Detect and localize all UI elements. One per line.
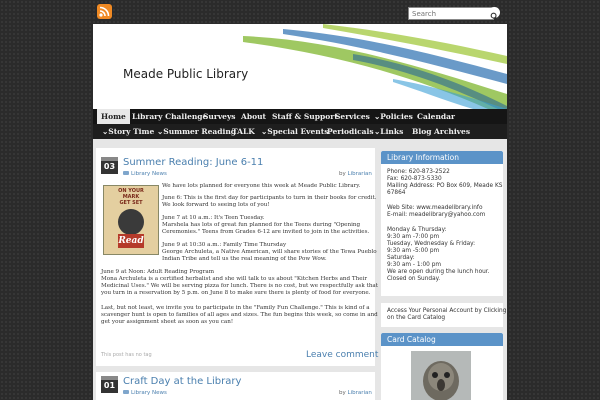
search-icon xyxy=(489,11,500,22)
post-category[interactable] xyxy=(123,390,167,396)
post-date-day: 01 xyxy=(103,381,116,390)
nav-calendar[interactable]: Calendar xyxy=(417,112,455,121)
post-text-line: get your assignment sheet as soon as you can! xyxy=(101,319,234,325)
site-header xyxy=(93,24,507,109)
account-line[interactable]: Access Your Personal Account by Clicking xyxy=(387,308,507,314)
post-date-badge xyxy=(101,376,118,393)
nav-services[interactable]: Services xyxy=(335,112,370,121)
nav-talk[interactable]: TALK xyxy=(232,127,255,136)
post-text-line: Marshela has lots of great fun planned for the Teens during "Opening xyxy=(162,222,361,228)
post-date-day: 03 xyxy=(103,162,116,171)
rss-icon[interactable] xyxy=(97,4,112,19)
info-line: 9:30 am -7:00 pm xyxy=(387,234,440,240)
info-line: Tuesday, Wednesday & Friday: xyxy=(387,241,476,247)
primary-nav xyxy=(93,109,507,124)
info-line[interactable]: Web Site: www.meadelibrary.info xyxy=(387,205,483,211)
top-bar xyxy=(0,0,600,24)
post-text-line: June 9 at Noon: Adult Reading Program xyxy=(101,269,215,275)
chevron-down-icon: ⌄ xyxy=(374,127,381,136)
nav-links-label: Links xyxy=(380,127,404,136)
post-text-line: George Archuleta, a Native American, will share stories of the Tewa Pueblo xyxy=(162,249,377,255)
chevron-down-icon: ⌄ xyxy=(157,127,164,136)
summer-reading-poster-image xyxy=(103,185,159,255)
nav-periodicals[interactable]: Periodicals xyxy=(327,127,374,136)
byline-prefix: by xyxy=(339,390,346,396)
post-date-badge xyxy=(101,157,118,174)
nav-summer-reading-label: Summer Reading xyxy=(163,127,237,136)
post-author[interactable]: Librarian xyxy=(347,171,372,177)
poster-line-3: GET SET xyxy=(119,200,143,206)
post-byline xyxy=(339,171,372,177)
info-line: Saturday: xyxy=(387,255,415,261)
nav-special-events[interactable] xyxy=(261,127,328,136)
leave-comment-link[interactable]: Leave comment xyxy=(306,350,379,360)
post-text-line: June 6: This is the first day for participants to turn in their books for credit. xyxy=(162,195,377,201)
post-text-line: Last, but not least, we invite you to participate in the "Family Fun Challenge." This is kind of a xyxy=(101,305,370,311)
account-line[interactable]: on the Card Catalog xyxy=(387,315,446,321)
post-text-line: Indian Tribe and tell us the real meaning of the Pow Wow. xyxy=(162,256,327,262)
chevron-down-icon: ⌄ xyxy=(261,127,268,136)
nav-home[interactable]: Home xyxy=(97,109,130,124)
search-input[interactable] xyxy=(408,7,494,20)
post-title[interactable]: Craft Day at the Library xyxy=(123,376,242,387)
card-catalog-emu-image[interactable] xyxy=(411,351,471,400)
info-line: Mailing Address: PO Box 609, Meade KS xyxy=(387,183,503,189)
info-line: Monday & Thursday: xyxy=(387,227,447,233)
post-text-line: Medicinal Uses." We will be serving pizza for lunch. There is no cost, but we respectfully ask that xyxy=(101,283,379,289)
nav-policies-label: Policies xyxy=(380,112,413,121)
post-tags: This post has no tag xyxy=(101,352,152,358)
library-info-widget xyxy=(381,151,503,296)
site-title[interactable]: Meade Public Library xyxy=(123,67,249,81)
nav-about[interactable]: About xyxy=(241,112,266,121)
poster-line-1: ON YOUR xyxy=(118,188,144,194)
info-line: Fax: 620-873-5330 xyxy=(387,176,442,182)
info-line: Phone: 620-873-2522 xyxy=(387,169,450,175)
post-text-line: Mona Archuleta is a certified herbalist and she will talk to us about "Kitchen Herbs and Their xyxy=(101,276,368,282)
poster-line-2: MARK xyxy=(122,194,140,200)
chevron-down-icon: ⌄ xyxy=(374,112,381,121)
nav-summer-reading[interactable] xyxy=(157,127,236,136)
post-text-line: you turn in a reservation by 5 p.m. on June 8 to make sure there is plenty of food for everyone. xyxy=(101,290,371,296)
info-line[interactable]: E-mail: meadelibrary@yahoo.com xyxy=(387,212,486,218)
info-line: Closed on Sunday. xyxy=(387,276,441,282)
nav-blog-archives[interactable]: Blog Archives xyxy=(412,127,471,136)
post-text-line: June 7 at 10 a.m.: It's Teen Tuesday. xyxy=(162,215,265,221)
post-text-line: June 9 at 10:30 a.m.: Family Time Thursday xyxy=(162,242,287,248)
account-widget xyxy=(381,303,507,327)
post-author[interactable]: Librarian xyxy=(347,390,372,396)
search-button[interactable] xyxy=(489,7,500,18)
poster-line-4: Read xyxy=(118,236,144,246)
info-line: 9:30 am -5:00 pm xyxy=(387,248,440,254)
chevron-down-icon: ⌄ xyxy=(102,127,109,136)
nav-special-events-label: Special Events xyxy=(267,127,329,136)
post-text-line: We have lots planned for everyone this week at Meade Public Library. xyxy=(162,183,361,189)
comment-icon xyxy=(123,171,129,175)
post-category-label: Library News xyxy=(131,390,167,396)
post-text-line: We look forward to seeing lots of you! xyxy=(162,202,270,208)
post-text-line: Ceremonies." Teens from Grades 6-12 are invited to join in the activities. xyxy=(162,229,370,235)
post-byline xyxy=(339,390,372,396)
nav-staff-support[interactable]: Staff & Support xyxy=(272,112,338,121)
info-line: 67864 xyxy=(387,190,406,196)
nav-story-time[interactable] xyxy=(102,127,154,136)
widget-title: Card Catalog xyxy=(381,333,503,346)
post-category[interactable] xyxy=(123,171,167,177)
post-text-line: scavenger hunt is open to families of all ages and sizes. The fun begins this week, so come in and xyxy=(101,312,378,318)
comment-icon xyxy=(123,390,129,394)
nav-surveys[interactable]: Surveys xyxy=(203,112,236,121)
post-title[interactable]: Summer Reading: June 6-11 xyxy=(123,157,264,168)
widget-title: Library Information xyxy=(381,151,503,164)
nav-library-challenge[interactable]: Library Challenge xyxy=(132,112,208,121)
byline-prefix: by xyxy=(339,171,346,177)
post-category-label: Library News xyxy=(131,171,167,177)
nav-story-time-label: Story Time xyxy=(108,127,155,136)
secondary-nav xyxy=(93,124,507,139)
info-line: We are open during the lunch hour. xyxy=(387,269,490,275)
nav-links[interactable] xyxy=(374,127,403,136)
nav-policies[interactable] xyxy=(374,112,413,121)
info-line: 9:30 am - 1:00 pm xyxy=(387,262,442,268)
